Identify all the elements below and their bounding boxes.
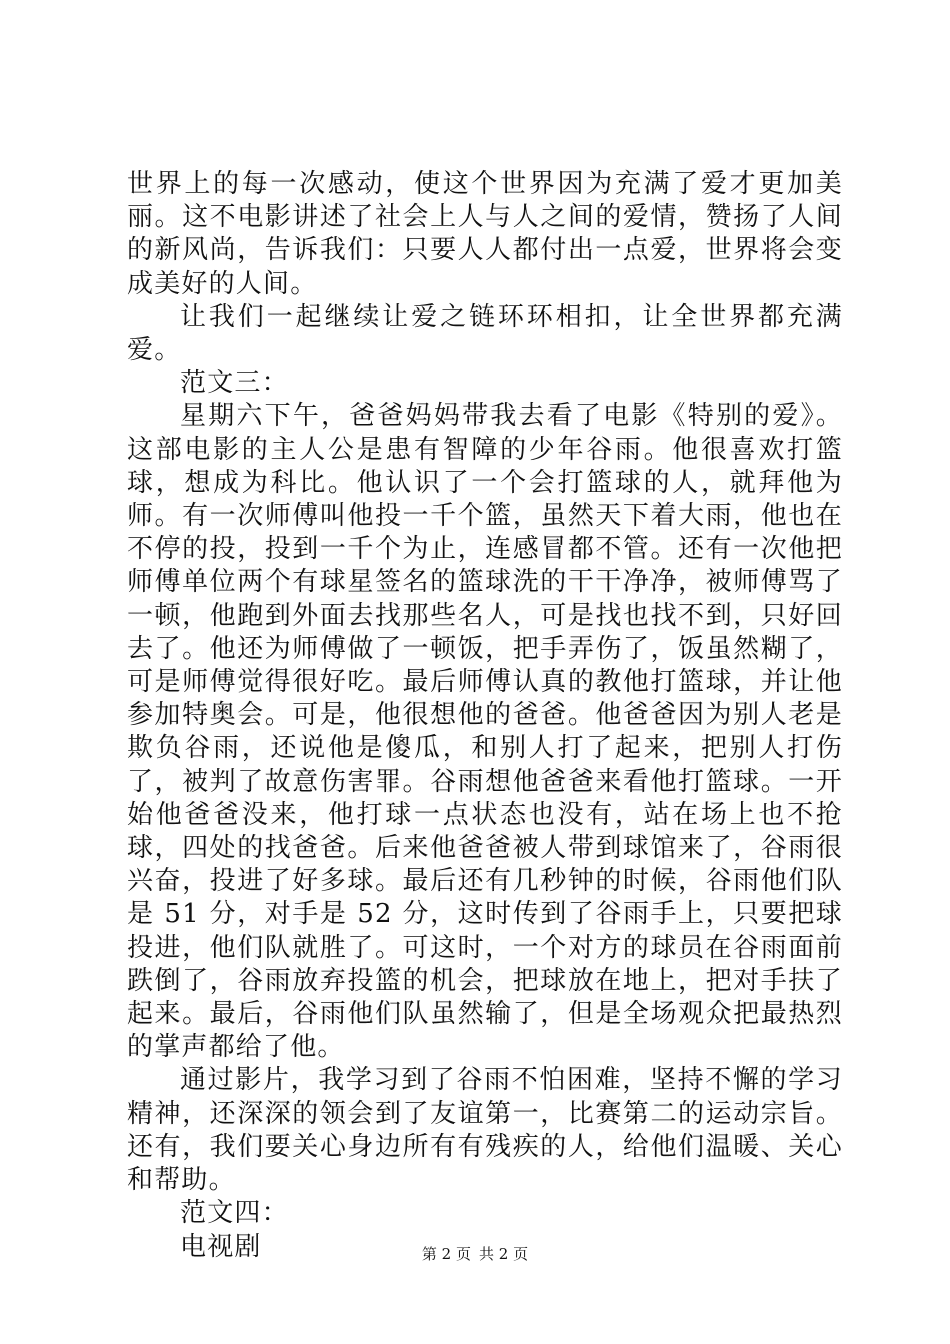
paragraph-4: 星期六下午，爸爸妈妈带我去看了电影《特别的爱》。这部电影的主人公是患有智障的少年谷雨。他很喜欢打篮球，想成为科比。他认识了一个会打篮球的人，就拜他为师。有一次师傅叫他投一千个篮，虽然天下着大雨，他也在不停的投，投到一千个为止，连感冒都不管。还有一次他把师傅单位两个有球星签名的篮球洗的干干净净，被师傅骂了一顿，他跑到外面去找那些名人，可是找也找不到，只好回去了。他还为师傅做了一顿饭，把手弄伤了，饭虽然糊了，可是师傅觉得很好吃。最后师傅认真的教他打篮球，并让他参加特奥会。可是，他很想他的爸爸。他爸爸因为别人老是欺负谷雨，还说他是傻瓜，和别人打了起来，把别人打伤了，被判了故意伤害罪。谷雨想他爸爸来看他打篮球。一开始他爸爸没来，他打球一点状态也没有，站在场上也不抢球，四处的找爸爸。后来他爸爸被人带到球馆来了，谷雨很兴奋，投进了好多球。最后还有几秒钟的时候，谷雨他们队是 51 分，对手是 52 分，这时传到了谷雨手上，只要把球投进，他们队就胜了。可这时，一个对方的球员在谷雨面前跌倒了，谷雨放弃投篮的机会，把球放在地上，把对手扶了起来。最后，谷雨他们队虽然输了，但是全场观众把最热烈的掌声都给了他。 bbox=[127, 401, 843, 1063]
paragraph-5: 通过影片，我学习到了谷雨不怕困难，坚持不懈的学习精神，还深深的领会到了友谊第一，比赛第二的运动宗旨。还有，我们要关心身边所有有残疾的人，给他们温暖、关心和帮助。 bbox=[127, 1065, 843, 1196]
page-total: 共 2 页 bbox=[479, 1245, 529, 1263]
page-footer bbox=[0, 1244, 950, 1264]
section-heading-example-3: 范文三： bbox=[180, 368, 289, 399]
page-number: 第 2 页 bbox=[421, 1245, 471, 1263]
paragraph-7: 电视剧 bbox=[180, 1231, 262, 1262]
paragraph-1: 世界上的每一次感动，使这个世界因为充满了爱才更加美丽。这不电影讲述了社会上人与人之间的爱情，赞扬了人间的新风尚，告诉我们：只要人人都付出一点爱，世界将会变成美好的人间。 bbox=[127, 169, 843, 299]
section-heading-example-4: 范文四： bbox=[180, 1198, 289, 1229]
document-body bbox=[127, 168, 843, 1264]
paragraph-2: 让我们一起继续让爱之链环环相扣，让全世界都充满爱。 bbox=[127, 301, 843, 366]
